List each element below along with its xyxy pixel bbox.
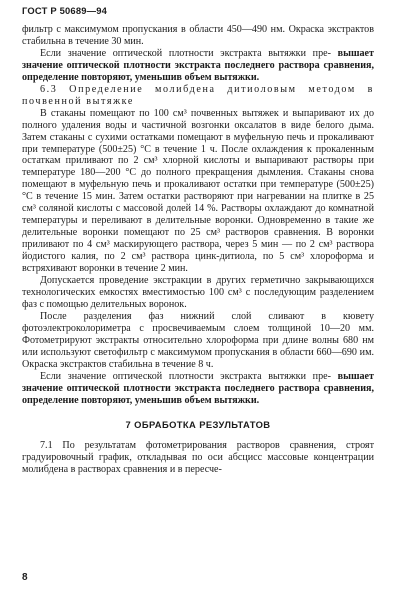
- paragraph-continuation: фильтр с максимумом пропускания в области 450—490 нм. Окраска экстрактов стабильна в течение 30 мин.: [22, 24, 374, 47]
- paragraph-repeat-note: [22, 48, 374, 84]
- paragraph-repeat-note-2-bold: вышает значение оптической плотности экстракта последнего раствора сравнения, определение повторяют, уменьшив объем вытяжки.: [22, 370, 374, 406]
- standard-header: ГОСТ Р 50689—94: [22, 5, 108, 16]
- section-7-title: 7 ОБРАБОТКА РЕЗУЛЬТАТОВ: [125, 418, 271, 430]
- paragraph-7-1: 7.1 По результатам фотометрирования растворов сравнения, строят градуировочный график, откладывая по оси абсцисс массовые концентрации молибдена в растворах сравнения и в пересче-: [22, 440, 374, 476]
- paragraph-repeat-note-bold: вышает значение оптической плотности экстракта последнего раствора сравнения, определение повторяют, уменьшив объем вытяжки.: [22, 47, 374, 83]
- body-text: [22, 24, 374, 476]
- paragraph-photometry: После разделения фаз нижний слой сливают в кювету фотоэлектроколориметра с просвечиваемым слоем толщиной 10—20 мм. Фотометрируют экстракты относительно хлороформа при длине волны 680 нм или используют светофильтр с максимумом пропускания в области 660—690 им. Окраска экстрактов стабильна в течение 8 ч.: [22, 310, 374, 370]
- paragraph-extraction-alternative: Допускается проведение экстракции в других герметично закрывающихся технологических емкостях вместимостью 100 см³ с последующим разделением фаз с помощью делительных воронок.: [22, 275, 374, 310]
- paragraph-procedure: В стаканы помещают по 100 см³ почвенных вытяжек и выпаривают их до полного удаления воды и частичной возгонки оксалатов в виде белого дыма. Затем стаканы с сухими остатками помещают в муфельную печь и прокаливают при температуре (500±25) °С в течение 1 ч. После охлаждения к прокаленным остаткам приливают по 2 см³ хлорной кислоты и выпаривают растворы при температуре 180—200 °С до полного прекращения дымления. Стаканы снова помещают в муфельную печь и прокаливают остатки при температуре (500±25) °С в течение 15 мин. Затем остатки растворяют при нагревании на плитке в 25 см³ соляной кислоты с массовой долей 14 %. Растворы охлаждают до комнатной температуры и переливают в делительные воронки. Одновременно в такие же делительные воронки помещают по 25 см³ растворов сравнения. В воронки приливают по 4 см³ маскирующего раствора, через 5 мин — по 2 см³ раствора йодистого калия, по 2 см³ раствора цинк-дитиола, по 5 см³ хлороформа и встряхивают воронки в течение 2 мин.: [22, 107, 374, 275]
- subsection-6-3-title: 6.3 Определение молибдена дитиоловым методом в почвенной вытяжке: [22, 83, 374, 107]
- paragraph-repeat-note-start: Если значение оптической плотности экстракта вытяжки пре-: [40, 47, 331, 59]
- paragraph-repeat-note-2: [22, 371, 374, 407]
- page-number: 8: [22, 572, 28, 583]
- paragraph-repeat-note-2-start: Если значение оптической плотности экстракта вытяжки пре-: [40, 370, 331, 382]
